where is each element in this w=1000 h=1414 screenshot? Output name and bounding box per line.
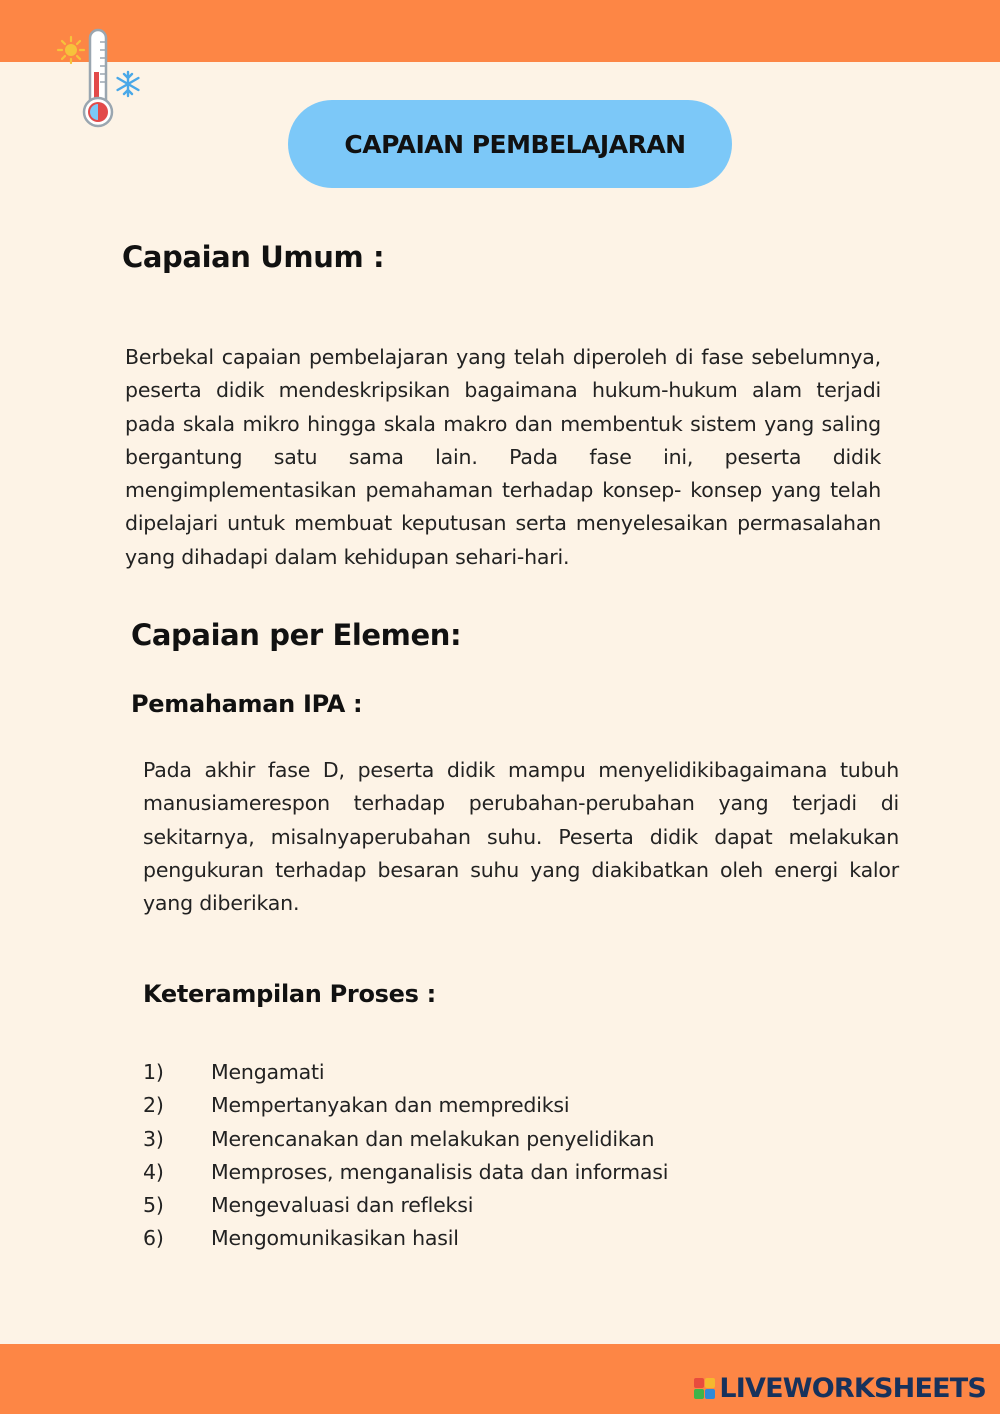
keterampilan-list xyxy=(143,1056,783,1256)
list-number: 5) xyxy=(143,1193,164,1218)
list-text: Mempertanyakan dan memprediksi xyxy=(211,1093,570,1118)
snowflake-icon xyxy=(118,72,139,96)
capaian-umum-heading: Capaian Umum : xyxy=(122,240,385,274)
list-text: Mengamati xyxy=(211,1060,325,1084)
list-number: 2) xyxy=(143,1093,164,1118)
liveworksheets-logo[interactable] xyxy=(694,1370,986,1406)
list-text: Merencanakan dan melakukan penyelidikan xyxy=(211,1126,655,1151)
list-item xyxy=(143,1089,783,1122)
title-banner xyxy=(288,100,732,188)
list-item xyxy=(143,1156,783,1189)
sun-icon xyxy=(58,37,84,63)
list-item xyxy=(143,1123,783,1156)
list-number: 3) xyxy=(143,1126,164,1151)
list-text: Mengevaluasi dan refleksi xyxy=(211,1193,474,1218)
list-text: Mengomunikasikan hasil xyxy=(211,1226,459,1251)
list-item xyxy=(143,1056,783,1089)
pemahaman-ipa-paragraph: Pada akhir fase D, peserta didik mampu menyelidikibagaimana tubuh manusiamerespon terhadap perubahan-perubahan yang terjadi di sekitarnya, misalnyaperubahan suhu. Peserta didik dapat melakukan pengukuran terhadap besaran suhu yang diakibatkan oleh energi kalor yang diberikan. xyxy=(143,758,899,916)
logo-mark-icon xyxy=(694,1378,715,1399)
brand-name: LIVEWORKSHEETS xyxy=(719,1372,986,1404)
list-item xyxy=(143,1222,783,1255)
capaian-elemen-heading: Capaian per Elemen: xyxy=(131,618,462,652)
list-number: 4) xyxy=(143,1159,164,1184)
pemahaman-ipa-heading: Pemahaman IPA : xyxy=(131,690,363,718)
top-band xyxy=(0,0,1000,62)
list-number: 1) xyxy=(143,1060,164,1084)
list-number: 6) xyxy=(143,1226,164,1251)
page-title: CAPAIAN PEMBELAJARAN xyxy=(344,129,686,159)
list-item xyxy=(143,1189,783,1222)
list-text: Memproses, menganalisis data dan informasi xyxy=(211,1159,669,1184)
capaian-umum-paragraph: Berbekal capaian pembelajaran yang telah diperoleh di fase sebelumnya, peserta didik mendeskripsikan bagaimana hukum-hukum alam terjadi pada skala mikro hingga skala makro dan membentuk sistem yang saling bergantung satu sama lain. Pada fase ini, peserta didik mengimplementasikan pemahaman terhadap konsep- konsep yang telah dipelajari untuk membuat keputusan serta menyelesaikan permasalahan yang dihadapi dalam kehidupan sehari-hari. xyxy=(125,345,881,569)
keterampilan-proses-heading: Keterampilan Proses : xyxy=(143,980,436,1008)
thermometer-icon xyxy=(54,26,150,130)
